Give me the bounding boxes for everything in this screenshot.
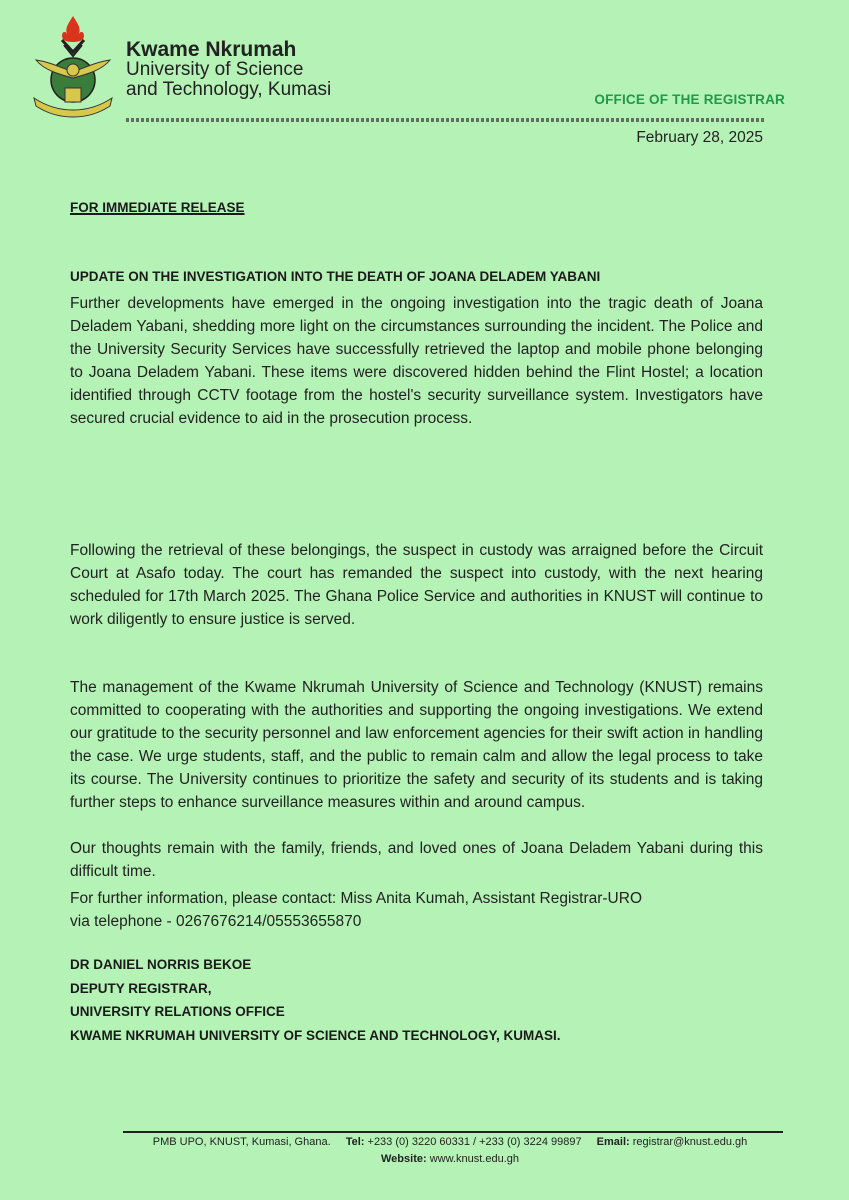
paragraph-3: The management of the Kwame Nkrumah University of Science and Technology (KNUST) remains committed to cooperating with the authorities and supporting the ongoing investigations. We extend our gratitude to the security personnel and law enforcement agencies for their swift action in handling the case. We urge students, staff, and the public to remain calm and allow the legal process to take its course. The University continues to prioritize the safety and security of its students and is taking further steps to enhance surveillance measures within and around campus.: [70, 679, 763, 811]
university-crest-logo: [32, 10, 114, 120]
footer-email-link[interactable]: registrar@knust.edu.gh: [632, 1136, 748, 1148]
letter-date: February 28, 2025: [636, 129, 763, 146]
office-of-registrar: OFFICE OF THE REGISTRAR: [594, 92, 785, 107]
signatory-institution: KWAME NKRUMAH UNIVERSITY OF SCIENCE AND TECHNOLOGY, KUMASI.: [70, 1027, 561, 1043]
university-name-line-3: and Technology, Kumasi: [126, 79, 332, 100]
contact-paragraph: [70, 887, 763, 933]
university-name-line-2: University of Science: [126, 59, 304, 80]
footer-tel-value: +233 (0) 3220 60331 / +233 (0) 3224 99897: [367, 1136, 582, 1148]
press-release-title: UPDATE ON THE INVESTIGATION INTO THE DEATH OF JOANA DELADEM YABANI: [70, 269, 601, 284]
footer-website-link[interactable]: www.knust.edu.gh: [429, 1153, 519, 1165]
footer-website-line: [100, 1153, 800, 1165]
footer-address: PMB UPO, KNUST, Kumasi, Ghana.: [152, 1136, 331, 1148]
paragraph-1: Further developments have emerged in the ongoing investigation into the tragic death of Joana Deladem Yabani, shedding more light on the circumstances surrounding the incident. The Police and the University Security Services have successfully retrieved the laptop and mobile phone belonging to Joana Deladem Yabani. These items were discovered hidden behind the Flint Hostel; a location identified through CCTV footage from the hostel's security surveillance system. Investigators have secured crucial evidence to aid in the prosecution process.: [70, 295, 763, 427]
signatory-title: DEPUTY REGISTRAR,: [70, 980, 212, 996]
paragraph-2: Following the retrieval of these belongings, the suspect in custody was arraigned before the Circuit Court at Asafo today. The court has remanded the suspect into custody, with the next hearing scheduled for 17th March 2025. The Ghana Police Service and authorities in KNUST will continue to work diligently to ensure justice is served.: [70, 542, 763, 628]
footer-divider: [123, 1131, 783, 1133]
university-name-line-1: Kwame Nkrumah: [126, 38, 297, 61]
signature-block: [70, 953, 561, 1047]
signatory-name: DR DANIEL NORRIS BEKOE: [70, 957, 252, 972]
footer-contact-line: [100, 1136, 800, 1148]
contact-line-1: For further information, please contact: Miss Anita Kumah, Assistant Registrar-URO: [70, 890, 643, 907]
paragraph-4: Our thoughts remain with the family, friends, and loved ones of Joana Deladem Yabani during this difficult time.: [70, 840, 763, 880]
signatory-office: UNIVERSITY RELATIONS OFFICE: [70, 1004, 285, 1019]
footer-email-label: Email:: [596, 1136, 630, 1148]
release-label: FOR IMMEDIATE RELEASE: [70, 200, 245, 215]
footer-tel-label: Tel:: [345, 1136, 365, 1148]
footer-website-label: Website:: [381, 1153, 427, 1165]
university-name: [126, 40, 331, 100]
contact-line-2: via telephone - 0267676214/05553655870: [70, 913, 362, 930]
letterhead-divider: [126, 118, 766, 122]
